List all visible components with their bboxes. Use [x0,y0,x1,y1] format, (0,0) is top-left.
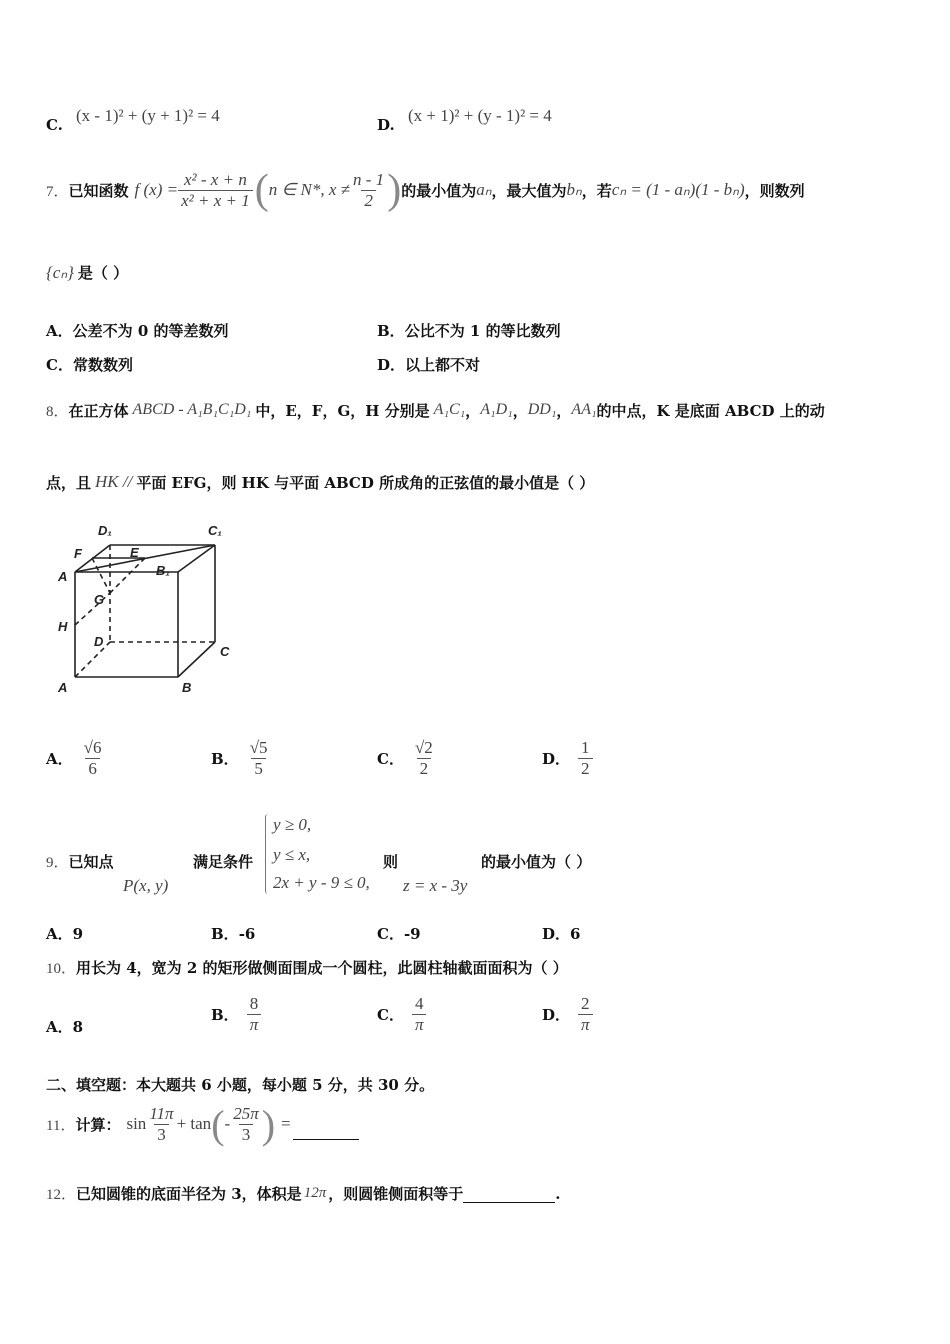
q7-stem-line2 [46,262,128,283]
q9-option-a: A．9 [46,925,84,943]
q9-option-d: D．6 [542,925,581,943]
fig-label-h: H [58,619,68,634]
q8-segment-3: DD₁ [527,401,557,418]
q9-text-3: 则 [383,853,399,871]
q11-answer-blank[interactable] [293,1109,359,1140]
q10-number: 10． [46,961,77,977]
q12-text-2: ，则圆锥侧面积等于 [328,1185,464,1203]
q11-stem: 11． 计算： sin $\frac{11\pi}{3}$ + tan ( - $\frac{25\pi}{3}$ ) = [46,1100,359,1148]
q11-tan: + tan [176,1114,212,1133]
q9-text-2: 满足条件 [193,853,254,871]
q8-option-b: B． $\frac{√5}{5}$ [211,737,268,778]
q8-stem: 8． 在正方体 ABCD - A₁B₁C₁D₁ 中，E，F，G，H 分别是 A₁C₁ ， A₁D₁ ， DD₁ ， AA₁ 的中点，K 是底面 ABCD 上的动 [46,401,825,420]
q11-text: 计算： [75,1115,121,1134]
q8-cube: ABCD - A₁B₁C₁D₁ [132,401,252,418]
q10-stem [46,957,568,978]
q7-condition-fraction [350,170,387,211]
q9-objective: z = x - 3y [403,876,468,895]
q7-option-b: B．公比不为 1 的等比数列 [377,322,561,340]
q7-stem: 7． 已知函数 f (x) = $\frac{\text{x² - x + n}}{\text{x² + x + 1}}$ ( n ∈ N*, x ≠ $\frac{n - 1}{2}$ ) 的最小值为 aₙ ，最大值为 bₙ ，若 cₙ = (1 - aₙ)(1 - bₙ) ，则数列 [46,167,805,213]
q7-option-d: D．以上都不对 [377,356,481,374]
q7-option-c: C．常数数列 [46,356,133,374]
q11-sin: sin [126,1114,147,1133]
q7-text-2: 的最小值为 [401,181,477,200]
q8-cube-figure [50,515,240,705]
q9-condition-2: y ≤ x, [273,845,311,864]
q9-point: P(x, y) [123,876,169,895]
fig-label-f: F [74,546,82,561]
fig-label-c1: C₁ [208,523,222,538]
q6-option-d-formula: (x + 1)² + (y - 1)² = 4 [408,106,552,125]
q11-number: 11． [46,1117,76,1134]
q6-option-d-label: D. [377,116,395,134]
q7-sequence: {cₙ} [46,262,74,282]
q8-text-4: 点，且 [46,473,92,492]
fig-label-e: E [130,545,139,560]
q7-number: 7． [46,183,69,200]
q9-condition-3: 2x + y - 9 ≤ 0, [273,873,370,892]
q8-text-3: 的中点，K 是底面 ABCD 上的动 [596,401,825,420]
section-2-title: 二、填空题：本大题共 6 小题，每小题 5 分，共 30 分。 [46,1076,435,1094]
q7-bn: bₙ [566,180,582,199]
q7-f-numerator: x² - x + n [184,169,247,189]
q7-cond-denominator: 2 [361,190,376,211]
q8-option-c: C． $\frac{√2}{2}$ [377,737,433,778]
q8-text-5: 平面 EFG，则 HK 与平面 ABCD 所成角的正弦值的最小值是（ ） [136,473,595,492]
q9-number: 9． [46,855,69,871]
q7-an: aₙ [476,180,492,199]
q7-text-1: 已知函数 [68,181,129,200]
q10-option-b: B． $\frac{8}{\pi}$ [211,990,261,1038]
q7-text-4: ，若 [581,181,612,200]
fig-label-c: C [220,644,230,659]
q7-text-5: ，则数列 [744,181,805,200]
q7-cn-definition: cₙ = (1 - aₙ)(1 - bₙ) [611,180,745,199]
q7-cond-numerator: n - 1 [353,169,385,189]
q12-volume: 12π [303,1185,327,1201]
q8-hk-parallel: HK // [95,472,133,491]
q7-condition: n ∈ N*, x ≠ [268,180,351,199]
q9-stem [46,851,114,872]
q8-number: 8． [46,403,69,420]
q8-stem-line2 [46,462,594,502]
q10-option-c: C． $\frac{4}{\pi}$ [377,990,426,1038]
q9-option-c: C．-9 [377,925,421,943]
q7-f-lhs: f (x) = [134,180,179,199]
fig-label-d1: D₁ [98,523,112,538]
fig-label-b: B [182,680,192,695]
q8-option-d: D． $\frac{1}{2}$ [542,732,593,784]
q9-option-b: B．-6 [211,925,256,943]
q8-segment-1: A₁C₁ [433,401,466,418]
q7-f-fraction [178,170,253,211]
q8-text-2: 中，E，F，G，H 分别是 [255,401,430,420]
q10-text: 用长为 4，宽为 2 的矩形做侧面围成一个圆柱，此圆柱轴截面面积为（ ） [76,959,568,977]
q8-segment-2: A₁D₁ [480,401,513,418]
q10-option-a: A．8 [46,1018,84,1036]
fig-label-b1: B₁ [156,563,170,578]
fig-label-a: A [58,680,68,695]
fig-label-a1: A [58,569,68,584]
q8-text-1: 在正方体 [68,401,129,420]
q9-text-4: 的最小值为（ ） [481,853,592,871]
q6-option-c-formula: (x - 1)² + (y + 1)² = 4 [76,106,220,125]
fig-label-g: G [94,592,105,607]
q9-brace [265,814,268,894]
q8-segment-4: AA₁ [571,401,597,418]
q7-text-3: ，最大值为 [491,181,567,200]
q9-text-1: 已知点 [68,853,114,871]
q10-option-d: D． $\frac{2}{\pi}$ [542,990,593,1038]
q7-text-6: 是（ ） [77,264,129,282]
q12-text-1: 已知圆锥的底面半径为 3，体积是 [76,1185,302,1203]
fig-label-d: D [94,634,104,649]
q6-option-c-label: C. [46,116,63,134]
q9-condition-1: y ≥ 0, [273,815,312,834]
q7-f-denominator: x² + x + 1 [178,190,253,211]
q8-option-a: A． $\frac{√6}{6}$ [46,737,102,778]
q12-number: 12． [46,1187,77,1203]
q12-answer-blank[interactable] [463,1184,555,1203]
q7-option-a: A．公差不为 0 的等差数列 [46,322,229,340]
q12-stem: 12． 已知圆锥的底面半径为 3，体积是 12π ，则圆锥侧面积等于 . [46,1184,561,1203]
